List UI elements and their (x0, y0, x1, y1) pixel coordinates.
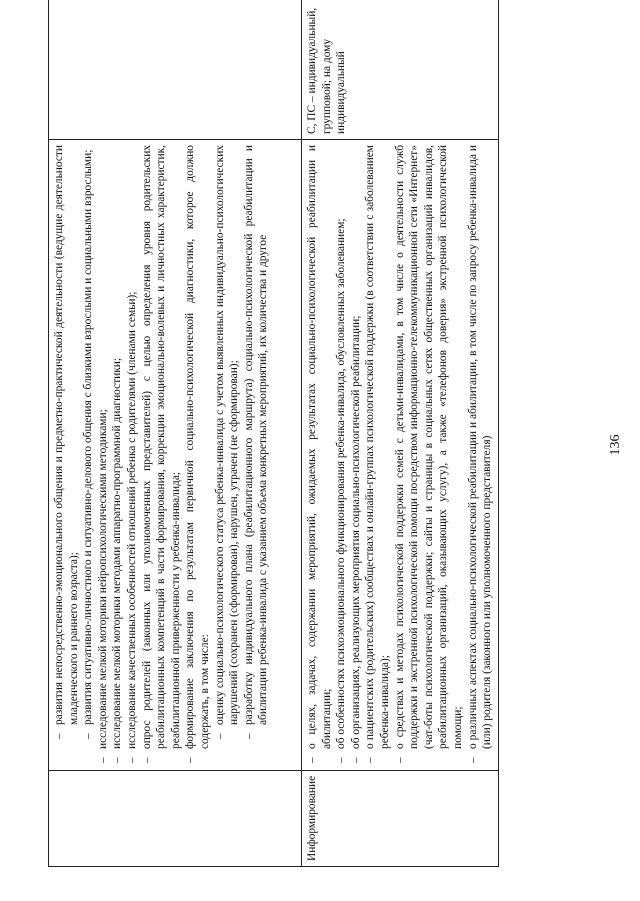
table-row (49, 0, 302, 867)
list-item: – о целях, задачах, содержании мероприятий, ожидаемых результатах социально-психологической реабилитации и абилитации; (305, 145, 334, 765)
list-item: – о средствах и методах психологической поддержки семей с детьми-инвалидами, в том числе о деятельности служб поддержки и экстренной психологической помощи посредством информационно-телекоммуникационной сети «Интернет» (чат-боты психологической поддержки; сайты и страницы в социальных сетях общественных организаций инвалидов, реабилитационных организаций, оказывающих услугу), а также «телефонов доверия» экстренной психологической помощи; (393, 145, 466, 765)
list-item: – развития ситуативно-личностного и ситуативно-делового общения с близкими взрослыми и социальными взрослыми; (81, 145, 96, 765)
page-number: 136 (608, 434, 623, 456)
list-item: – исследование качественных особенностей отношений ребенка с родителями (членами семьи); (125, 145, 140, 765)
forms-cell: С, ПС – индивидуальный, групповой; на дому индивидуальный (302, 0, 499, 140)
item-list (52, 145, 271, 765)
list-item: – опрос родителей (законных или уполномоченных представителей) с целью определения уровня родительских реабилитационных компетенций в части формирования, коррекции эмоционально-волевых и личностных характеристик, реабилитационной приверженности у ребенка-инвалида; (140, 145, 184, 765)
services-table (48, 0, 499, 867)
content-cell (49, 140, 302, 771)
list-item: – формирование заключения по результатам первичной социально-психологической диагностики, которое должно содержать, в том числе: (183, 145, 212, 765)
list-item: – об особенностях психоэмоционального функционирования ребенка-инвалида, обусловленных заболеванием; (334, 145, 349, 765)
list-item: – о различных аспектах социально-психологической реабилитации и абилитации, в том числе по запросу ребенка-инвалида и (или) родителя (законного или уполномоченного представителя) (466, 145, 495, 765)
list-item: – развития непосредственно-эмоционального общения и предметно-практической деятельности (ведущие деятельности младенческого и раннего возраста); (52, 145, 81, 765)
table-row (302, 0, 499, 867)
list-item: – оценку социально-психологического статуса ребенка-инвалида с учетом выявленных индивидуально-психологических нарушений (сохранен (сформирован), нарушен, утрачен (не сформирован); (213, 145, 242, 765)
section-cell (49, 771, 302, 867)
list-item: – исследование мелкой моторики нейропсихологическими методиками; (96, 145, 111, 765)
list-item: – разработку индивидуального плана (реабилитационного маршрута) социально-психологической реабилитации и абилитации ребенка-инвалида с указанием объема конкретных мероприятий, их количества и другое (242, 145, 271, 765)
list-item: – о пациентских (родительских) сообществах и онлайн-группах психологической поддержки (в соответствии с заболеванием ребенка-инвалида); (363, 145, 392, 765)
list-item: – исследование мелкой моторики методами аппаратно-программной диагностики; (110, 145, 125, 765)
section-cell: Информирование (302, 771, 499, 867)
content-cell (302, 140, 499, 771)
forms-cell (49, 0, 302, 140)
list-item: – об организациях, реализующих мероприятия социально-психологической реабилитации; (349, 145, 364, 765)
item-list (305, 145, 495, 765)
